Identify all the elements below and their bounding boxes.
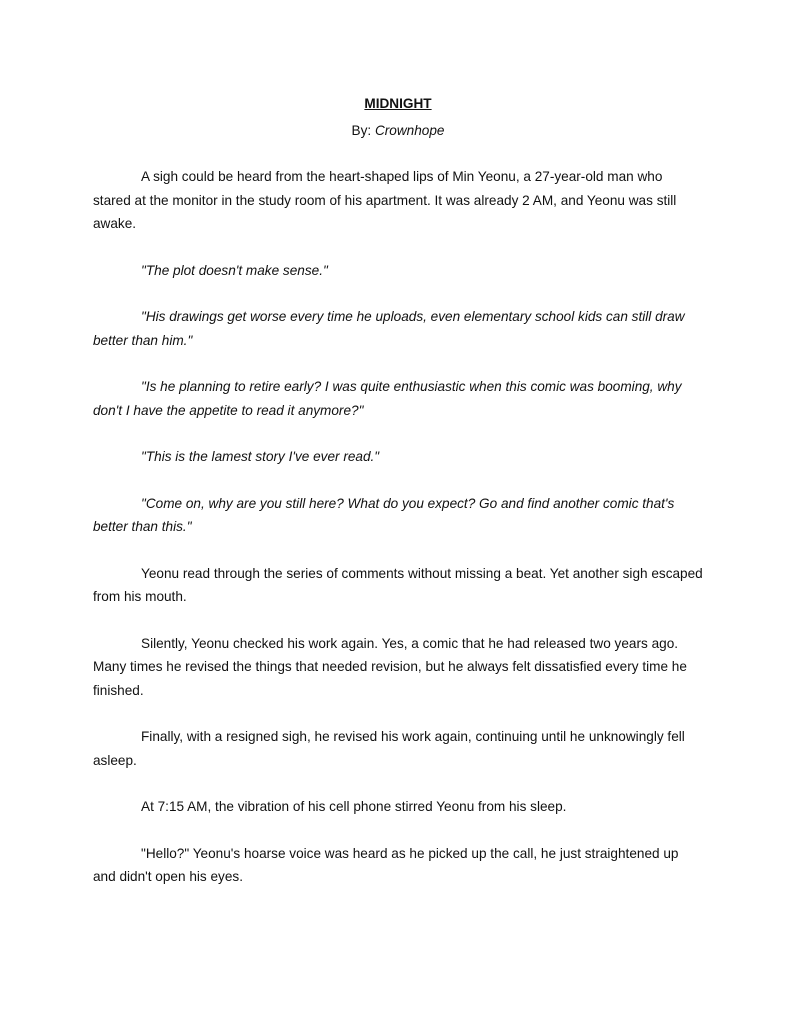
- comment-quote: "His drawings get worse every time he uploads, even elementary school kids can still draw better than him.": [93, 309, 685, 348]
- document-title: MIDNIGHT: [364, 96, 432, 111]
- comment-quote: "Is he planning to retire early? I was quite enthusiastic when this comic was booming, why don't I have the appetite to read it anymore?": [93, 379, 682, 418]
- comment-quote: "This is the lamest story I've ever read.": [141, 449, 380, 464]
- byline: [93, 121, 703, 141]
- paragraph: "Hello?" Yeonu's hoarse voice was heard as he picked up the call, he just straightened up and didn't open his eyes.: [93, 845, 679, 884]
- byline-prefix: By:: [351, 123, 372, 138]
- author-name: Crownhope: [374, 123, 445, 138]
- paragraph: Yeonu read through the series of comments without missing a beat. Yet another sigh escaped from his mouth.: [93, 565, 703, 604]
- paragraph: At 7:15 AM, the vibration of his cell phone stirred Yeonu from his sleep.: [141, 799, 567, 814]
- paragraph: Finally, with a resigned sigh, he revised his work again, continuing until he unknowingly fell asleep.: [93, 729, 685, 768]
- document-body: [93, 94, 703, 889]
- paragraph: Silently, Yeonu checked his work again. Yes, a comic that he had released two years ago. Many times he revised the things that needed revision, but he always felt dissatisfied every time he finished.: [93, 635, 687, 698]
- comment-quote: "The plot doesn't make sense.": [141, 262, 328, 278]
- comment-quote: "Come on, why are you still here? What do you expect? Go and find another comic that's better than this.": [93, 495, 675, 534]
- paragraph: A sigh could be heard from the heart-shaped lips of Min Yeonu, a 27-year-old man who stared at the monitor in the study room of his apartment. It was already 2 AM, and Yeonu was still awake.: [93, 169, 677, 231]
